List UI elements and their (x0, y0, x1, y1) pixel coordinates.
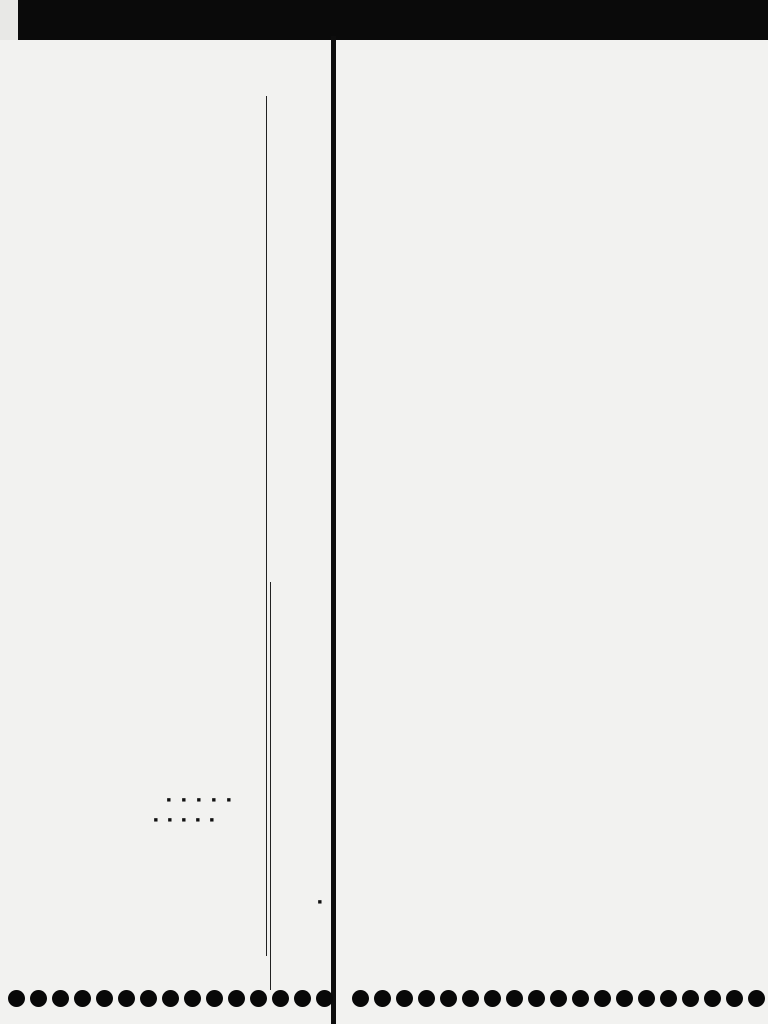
list-item (162, 795, 177, 802)
left-section-rule (270, 582, 271, 990)
especie-item (178, 815, 188, 822)
especie-item (206, 815, 216, 822)
list-item (192, 795, 207, 802)
especie-item (150, 815, 160, 822)
list-item (177, 795, 192, 802)
left-page (22, 80, 332, 980)
scan-top-dark-border (0, 0, 768, 40)
especie-list (162, 795, 237, 802)
scan-top-left-margin (0, 0, 18, 40)
binding-holes (6, 990, 768, 1010)
left-page-char3 (356, 80, 386, 980)
list-item (207, 795, 222, 802)
characteristic-item (314, 897, 324, 904)
section-rule (266, 96, 267, 956)
list-item (222, 795, 237, 802)
especie-item (192, 815, 202, 822)
especie-item (164, 815, 174, 822)
